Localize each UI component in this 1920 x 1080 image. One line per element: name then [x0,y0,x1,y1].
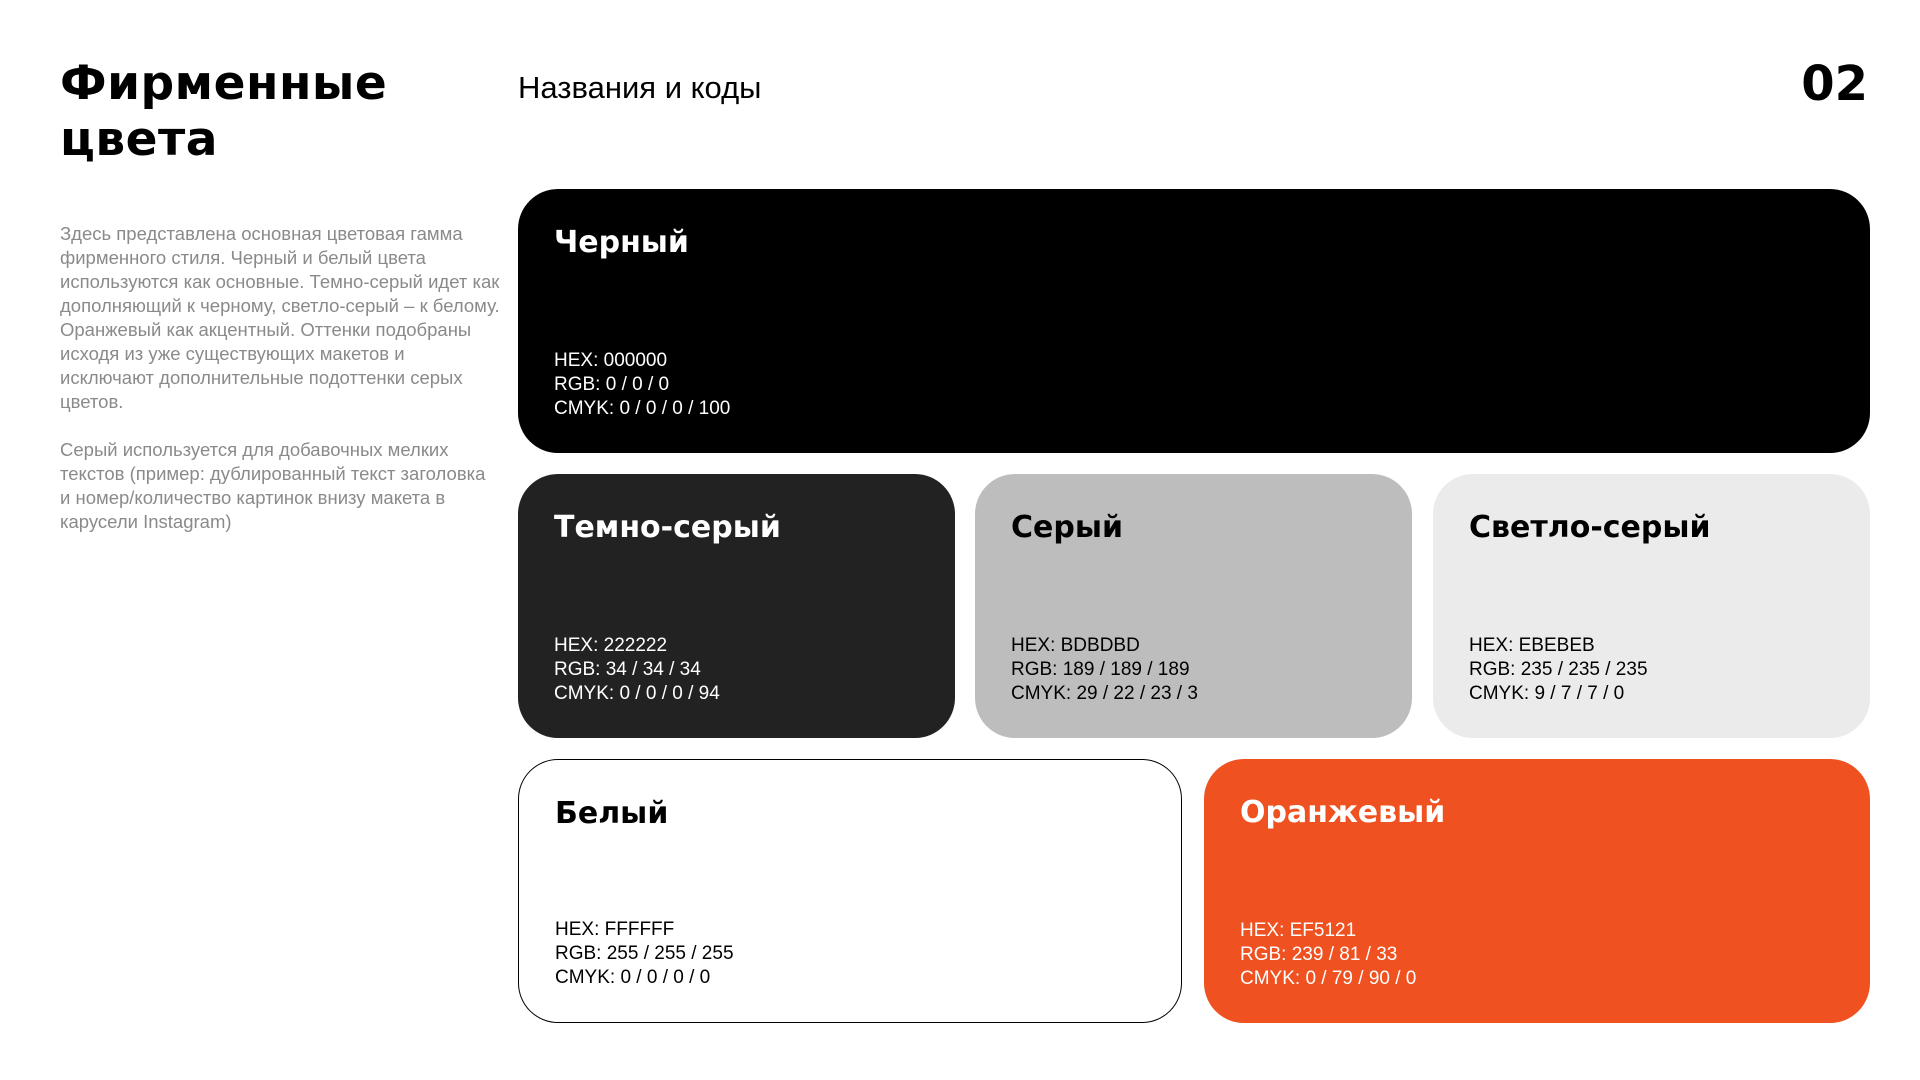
rgb-code: RGB: 0 / 0 / 0 [554,374,670,395]
color-name: Белый [555,796,669,831]
cmyk-code: CMYK: 9 / 7 / 7 / 0 [1469,683,1625,704]
description-text [60,222,500,558]
color-card-dark-gray [518,474,955,738]
description-paragraph-2: Серый используется для добавочных мелких текстов (пример: дублированный текст заголовка и номер/количество картинок внизу макета в карусели Instagram) [60,439,486,532]
color-name: Серый [1011,510,1123,545]
hex-code: HEX: 000000 [554,350,668,371]
color-card-white [518,759,1182,1023]
color-card-black [518,189,1870,453]
hex-code: HEX: FFFFFF [555,919,675,940]
color-card-gray [975,474,1412,738]
page-title: Фирменные цвета [60,56,388,167]
color-codes [554,349,730,421]
hex-code: HEX: BDBDBD [1011,635,1140,656]
color-name: Оранжевый [1240,795,1446,830]
rgb-code: RGB: 239 / 81 / 33 [1240,944,1398,965]
cmyk-code: CMYK: 29 / 22 / 23 / 3 [1011,683,1198,704]
color-card-light-gray [1433,474,1870,738]
cmyk-code: CMYK: 0 / 0 / 0 / 100 [554,398,731,419]
cmyk-code: CMYK: 0 / 0 / 0 / 0 [555,967,711,988]
color-name: Темно-серый [554,510,781,545]
color-name: Светло-серый [1469,510,1711,545]
cmyk-code: CMYK: 0 / 0 / 0 / 94 [554,683,720,704]
color-card-orange [1204,759,1870,1023]
rgb-code: RGB: 34 / 34 / 34 [554,659,701,680]
color-codes [1240,919,1416,991]
color-codes [554,634,720,706]
color-name: Черный [554,225,689,260]
hex-code: HEX: EBEBEB [1469,635,1595,656]
color-codes [1469,634,1648,706]
cmyk-code: CMYK: 0 / 79 / 90 / 0 [1240,968,1417,989]
description-paragraph-1: Здесь представлена основная цветовая гамма фирменного стиля. Черный и белый цвета используются как основные. Темно-серый идет как дополняющий к черному, светло-серый – к белому. Оранжевый как акцентный. Оттенки подобраны исходя из уже существующих макетов и исключают дополнительные подоттенки серых цветов. [60,223,500,412]
color-codes [555,918,734,990]
page-number: 02 [1801,56,1868,112]
rgb-code: RGB: 189 / 189 / 189 [1011,659,1190,680]
page-subtitle: Названия и коды [518,70,762,105]
rgb-code: RGB: 235 / 235 / 235 [1469,659,1648,680]
rgb-code: RGB: 255 / 255 / 255 [555,943,734,964]
color-codes [1011,634,1198,706]
hex-code: HEX: EF5121 [1240,920,1357,941]
hex-code: HEX: 222222 [554,635,668,656]
